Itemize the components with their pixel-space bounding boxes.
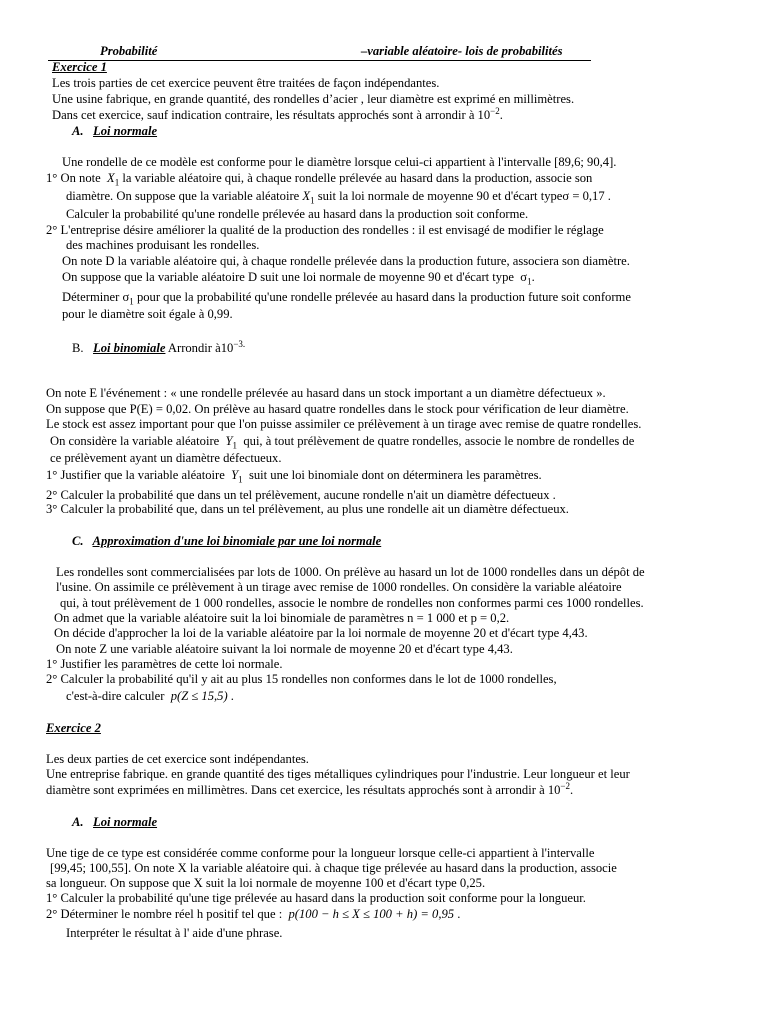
ex1-B-line-1: On note E l'événement : « une rondelle prélevée au hasard dans un stock important a un diamètre défectueux ». [46,386,606,400]
ex1-C-line-5: On décide d'approcher la loi de la variable aléatoire par la loi normale de moyenne 20 et d'écart type 4,43. [54,626,588,640]
exercise-2-title: Exercice 2 [46,721,101,735]
ex1-C-line-1: Les rondelles sont commercialisées par lots de 1000. On prélève au hasard un lot de 1000 rondelles dans un dépôt de [56,565,645,579]
ex1-C-line-6: On note Z une variable aléatoire suivant la loi normale de moyenne 20 et d'écart type 4,43. [56,642,513,656]
ex1-A-line-4: Calculer la probabilité qu'une rondelle prélevée au hasard dans la production soit conforme. [66,207,529,221]
ex2-A-line-3: sa longueur. On suppose que X suit la loi normale de moyenne 100 et d'écart type 0,25. [46,876,486,890]
ex1-C-line-3: qui, à tout prélèvement de 1 000 rondelles, associe le nombre de rondelles non conformes parmi ces 1000 rondelles. [60,596,644,610]
page-header [48,44,591,61]
ex1-A-line-8: On suppose que la variable aléatoire D suit une loi normale de moyenne 90 et d'écart type $\sigma_1$. [62,270,535,287]
ex1-A-line-1: Une rondelle de ce modèle est conforme pour le diamètre lorsque celui-ci appartient à l'intervalle [89,6; 90,4]. [62,155,617,169]
ex1-B-line-4: On considère la variable aléatoire $Y_1$ qui, à tout prélèvement de quatre rondelles, associe le nombre de rondelles de [50,434,635,451]
ex1-partB-heading: B. Loi binomiale Arrondir $à10^{-3.}$ [72,338,246,355]
ex1-intro-3: Dans cet exercice, sauf indication contraire, les résultats approchés sont à arrondir à $10^{-2}$. [52,105,503,122]
ex2-A-line-6: Interpréter le résultat à l' aide d'une phrase. [66,926,283,940]
ex1-C-line-9: c'est-à-dire calculer p(Z ≤ 15,5) . [66,689,234,703]
ex2-A-line-1: Une tige de ce type est considérée comme conforme pour la longueur lorsque celle-ci appartient à l'intervalle [46,846,595,860]
ex2-line-2: Une entreprise fabrique. en grande quantité des tiges métalliques cylindriques pour l'industrie. Leur longueur et leur [46,767,630,781]
ex1-partA-heading: A. Loi normale [72,124,158,138]
ex2-line-3: diamètre sont exprimées en millimètres. Dans cet exercice, les résultats approchés sont à arrondir à $10^{-2}$. [46,780,574,797]
ex1-A-line-2: 1° On note $X_1$ la variable aléatoire qui, à chaque rondelle prélevée au hasard dans la production, associe son [46,171,593,188]
ex1-A-line-10: pour le diamètre soit égale à 0,99. [62,307,233,321]
ex1-C-line-7: 1° Justifier les paramètres de cette loi normale. [46,657,283,671]
ex1-C-line-4: On admet que la variable aléatoire suit la loi binomiale de paramètres n = 1 000 et p = 0,2. [54,611,510,625]
ex1-intro-1: Les trois parties de cet exercice peuvent être traitées de façon indépendantes. [52,76,440,90]
ex1-A-line-5: 2° L'entreprise désire améliorer la qualité de la production des rondelles : il est envisagé de modifier le réglage [46,223,604,237]
ex2-partA-heading: A. Loi normale [72,815,158,829]
ex1-B-line-7: 2° Calculer la probabilité que dans un tel prélèvement, aucune rondelle n'ait un diamètre défectueux . [46,488,556,502]
ex1-B-line-6: 1° Justifier que la variable aléatoire $Y_1$ suit une loi binomiale dont on déterminera les paramètres. [46,468,542,485]
ex1-B-line-3: Le stock est assez important pour que l'on puisse assimiler ce prélèvement à un tirage avec remise de quatre rondelles. [46,417,642,431]
ex2-A-line-4: 1° Calculer la probabilité qu'une tige prélevée au hasard dans la production soit conforme pour la longueur. [46,891,586,905]
ex1-B-line-2: On suppose que P(E) = 0,02. On prélève au hasard quatre rondelles dans le stock pour vérification de leur diamètre. [46,402,629,416]
ex1-B-line-5: ce prélèvement ayant un diamètre défectueux. [50,451,282,465]
ex1-intro-2: Une usine fabrique, en grande quantité, des rondelles d’acier , leur diamètre est exprimé en millimètres. [52,92,575,106]
ex1-A-line-9: Déterminer $\sigma_1$ pour que la probabilité qu'une rondelle prélevée au hasard dans la production future soit conforme [62,290,631,307]
ex2-A-line-2: [99,45; 100,55]. On note X la variable aléatoire qui. à chaque tige prélevée au hasard dans la production, associe [50,861,617,875]
ex1-B-line-8: 3° Calculer la probabilité que, dans un tel prélèvement, au plus une rondelle ait un diamètre défectueux. [46,502,569,516]
ex1-A-line-7: On note D la variable aléatoire qui, à chaque rondelle prélevée dans la production future, associera son diamètre. [62,254,630,268]
header-left: Probabilité [100,44,158,58]
exercise-1-title: Exercice 1 [52,60,107,74]
ex1-C-line-2: l'usine. On assimile ce prélèvement à un tirage avec remise de 1000 rondelles. On considère la variable aléatoire [56,580,622,594]
ex1-A-line-6: des machines produisant les rondelles. [66,238,260,252]
ex2-line-1: Les deux parties de cet exercice sont indépendantes. [46,752,309,766]
ex1-A-line-3: diamètre. On suppose que la variable aléatoire $X_1$ suit la loi normale de moyenne 90 et d'écart typeσ = 0,17 . [66,189,611,206]
ex1-partC-heading: C. Approximation d'une loi binomiale par une loi normale [72,534,382,548]
header-right: –variable aléatoire- lois de probabilités [361,44,563,58]
ex1-C-line-8: 2° Calculer la probabilité qu'il y ait au plus 15 rondelles non conformes dans le lot de 1000 rondelles, [46,672,557,686]
ex2-A-line-5: 2° Déterminer le nombre réel h positif tel que : p(100 − h ≤ X ≤ 100 + h) = 0,95 . [46,907,461,921]
